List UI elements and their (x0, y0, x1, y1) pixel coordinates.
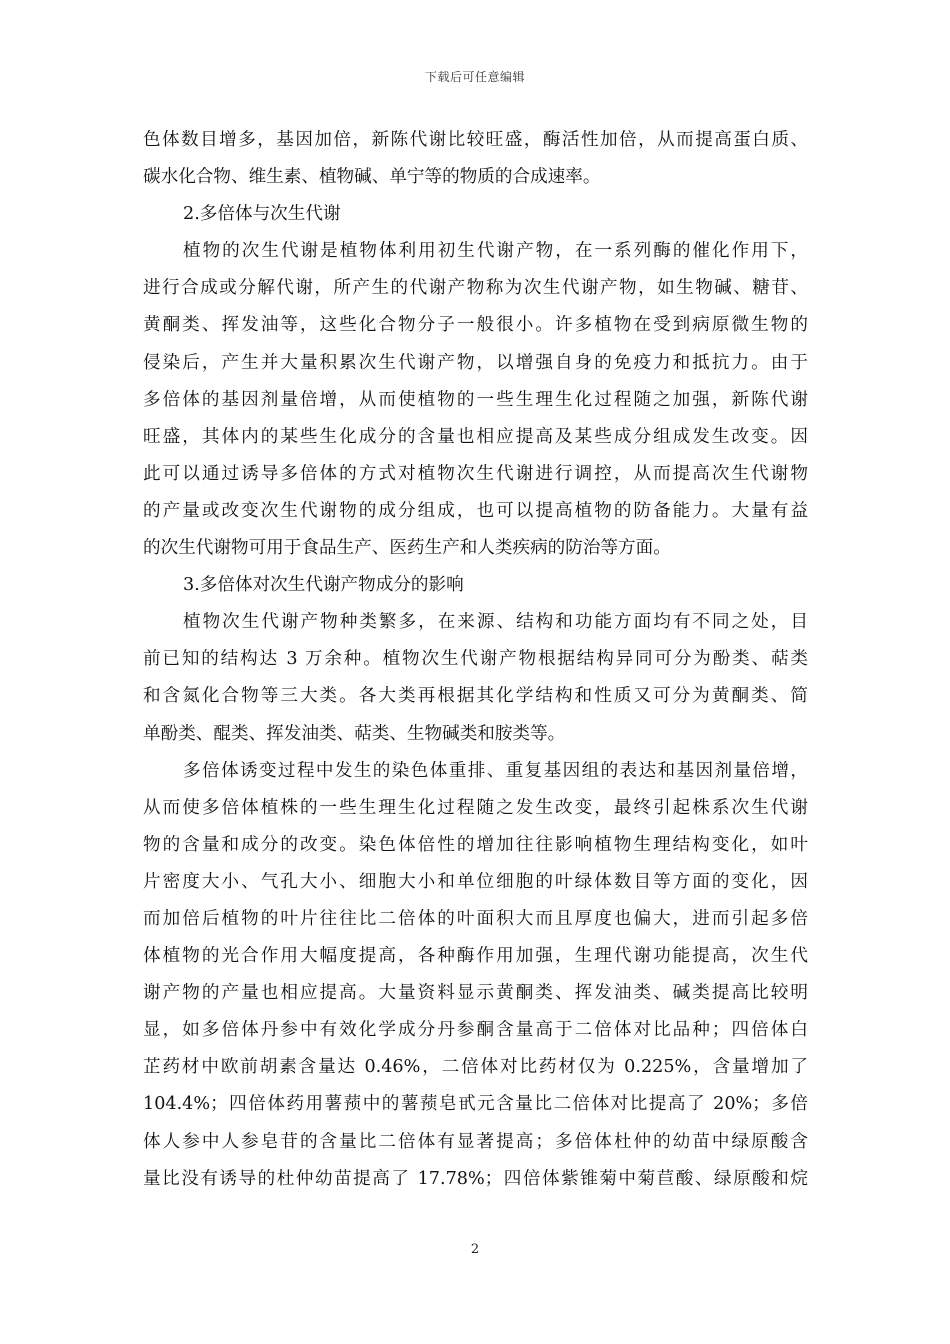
text-line: 此可以通过诱导多倍体的方式对植物次生代谢进行调控，从而提高次生代谢物 (143, 463, 808, 484)
text-line: 芷药材中欧前胡素含量达 0.46%，二倍体对比药材仅为 0.225%，含量增加了 (143, 1057, 808, 1078)
page-header: 下载后可任意编辑 (424, 70, 525, 84)
text-line: 体植物的光合作用大幅度提高，各种酶作用加强，生理代谢功能提高，次生代 (143, 946, 808, 967)
document-body (143, 122, 808, 1198)
text-line: 量比没有诱导的杜仲幼苗提高了 17.78%；四倍体紫锥菊中菊苣酸、绿原酸和烷 (143, 1168, 808, 1189)
text-line: 和含氮化合物等三大类。各大类再根据其化学结构和性质又可分为黄酮类、简 (143, 686, 808, 707)
text-line: 前已知的结构达 3 万余种。植物次生代谢产物根据结构异同可分为酚类、萜类 (143, 649, 808, 670)
text-line: 植物的次生代谢是植物体利用初生代谢产物，在一系列酶的催化作用下， (183, 241, 808, 262)
text-line: 旺盛，其体内的某些生化成分的含量也相应提高及某些成分组成发生改变。因 (143, 426, 808, 447)
text-line: 从而使多倍体植株的一些生理生化过程随之发生改变，最终引起株系次生代谢 (143, 797, 808, 818)
text-line: 104.4%；四倍体药用薯蓣中的薯蓣皂甙元含量比二倍体对比提高了 20%；多倍 (143, 1094, 808, 1115)
text-line: 片密度大小、气孔大小、细胞大小和单位细胞的叶绿体数目等方面的变化，因 (143, 871, 808, 892)
text-line: 谢产物的产量也相应提高。大量资料显示黄酮类、挥发油类、碱类提高比较明 (143, 983, 808, 1004)
section-heading: 3.多倍体对次生代谢产物成分的影响 (183, 575, 464, 596)
text-line: 显，如多倍体丹参中有效化学成分丹参酮含量高于二倍体对比品种；四倍体白 (143, 1020, 808, 1041)
text-line: 植物次生代谢产物种类繁多，在来源、结构和功能方面均有不同之处，目 (183, 612, 808, 633)
page-number: 2 (470, 1242, 480, 1257)
section-heading: 2.多倍体与次生代谢 (183, 204, 341, 225)
text-line: 进行合成或分解代谢，所产生的代谢产物称为次生代谢产物，如生物碱、糖苷、 (143, 278, 808, 299)
text-line: 而加倍后植物的叶片往往比二倍体的叶面积大而且厚度也偏大，进而引起多倍 (143, 908, 808, 929)
text-line: 碳水化合物、维生素、植物碱、单宁等的物质的合成速率。 (143, 167, 601, 188)
text-line: 的产量或改变次生代谢物的成分组成，也可以提高植物的防备能力。大量有益 (143, 500, 808, 521)
text-line: 多倍体诱变过程中发生的染色体重排、重复基因组的表达和基因剂量倍增， (183, 760, 808, 781)
text-line: 体人参中人参皂苷的含量比二倍体有显著提高；多倍体杜仲的幼苗中绿原酸含 (143, 1131, 808, 1152)
text-line: 侵染后，产生并大量积累次生代谢产物，以增强自身的免疫力和抵抗力。由于 (143, 352, 808, 373)
text-line: 色体数目增多，基因加倍，新陈代谢比较旺盛，酶活性加倍，从而提高蛋白质、 (143, 130, 808, 150)
text-line: 物的含量和成分的改变。染色体倍性的增加往往影响植物生理结构变化，如叶 (143, 834, 808, 855)
text-line: 多倍体的基因剂量倍增，从而使植物的一些生理生化过程随之加强，新陈代谢 (143, 389, 808, 410)
text-line: 黄酮类、挥发油等，这些化合物分子一般很小。许多植物在受到病原微生物的 (143, 315, 808, 336)
text-line: 单酚类、醌类、挥发油类、萜类、生物碱类和胺类等。 (143, 723, 566, 744)
text-line: 的次生代谢物可用于食品生产、医药生产和人类疾病的防治等方面。 (143, 538, 671, 559)
